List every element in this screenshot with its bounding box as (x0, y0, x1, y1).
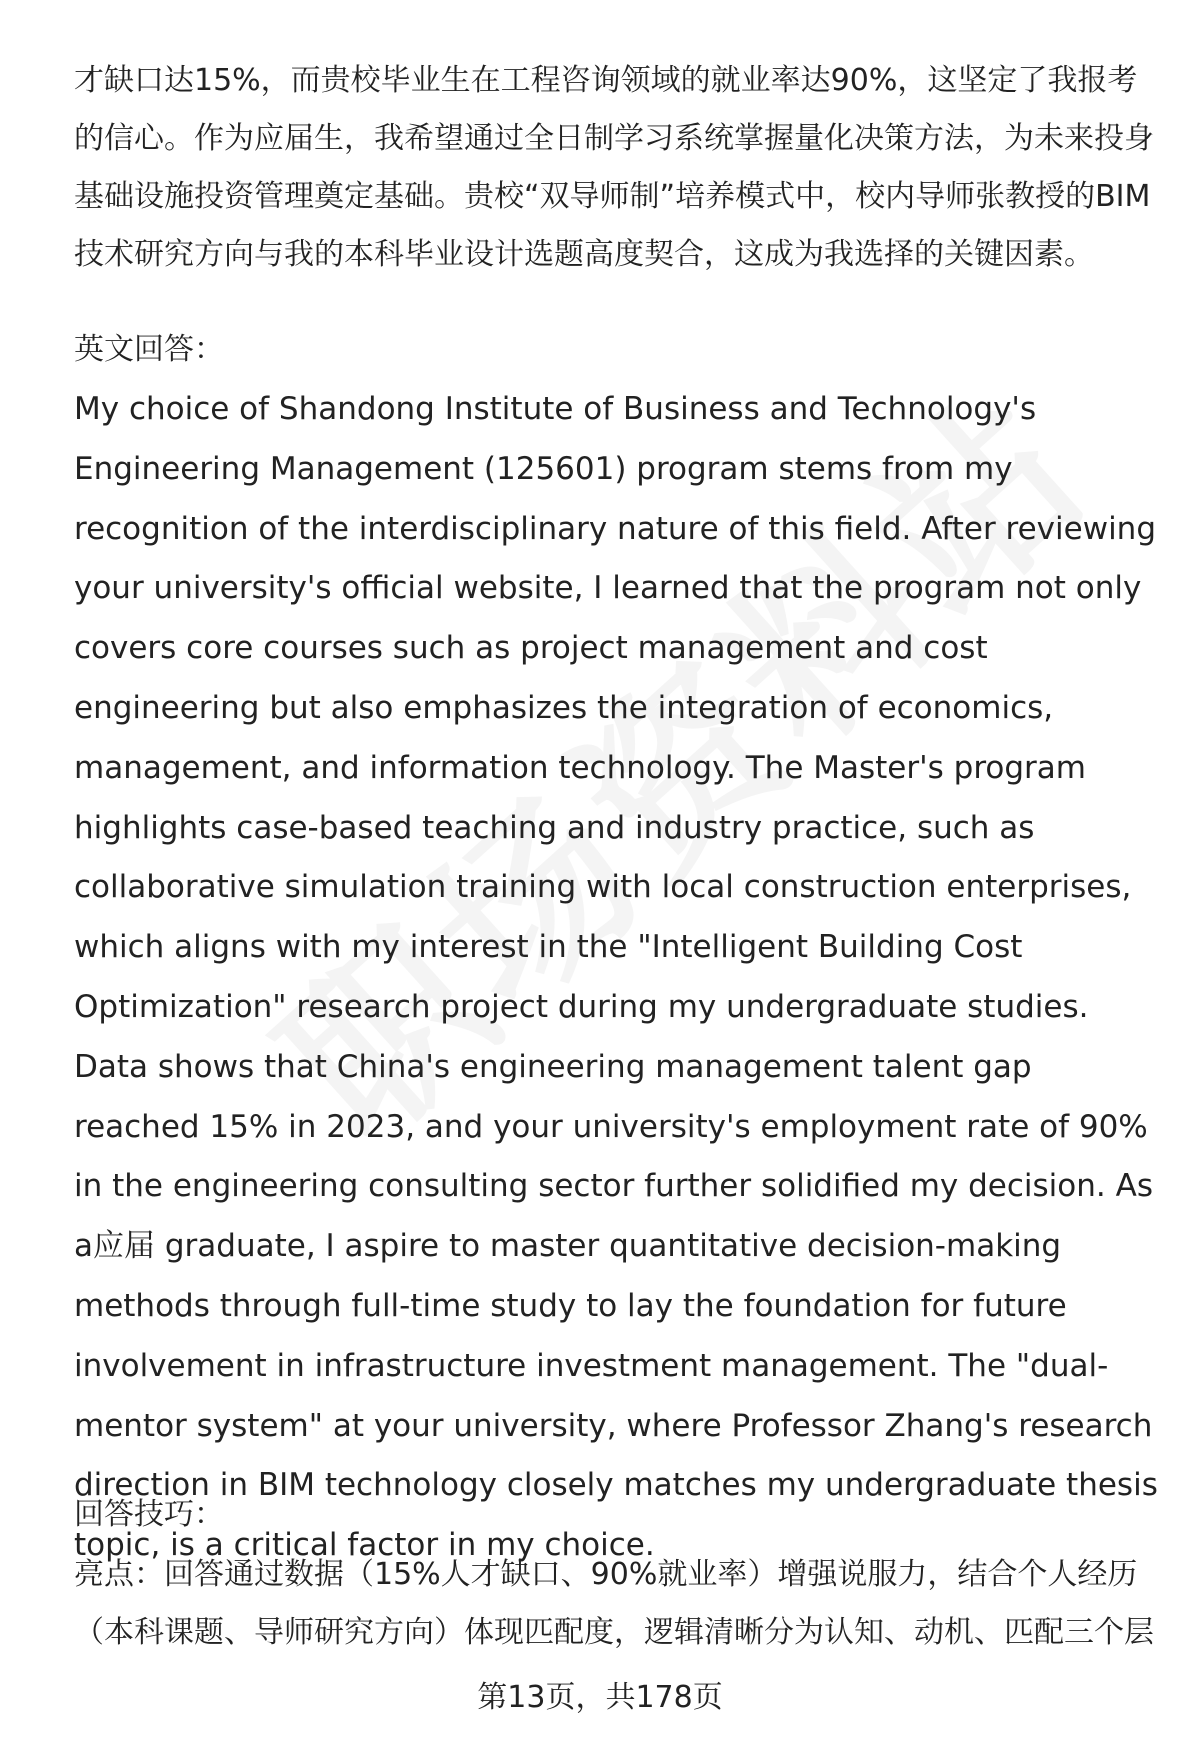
tips-paragraph: 亮点：回答通过数据（15%人才缺口、90%就业率）增强说服力，结合个人经历（本科课题、导师研究方向）体现匹配度，逻辑清晰分为认知、动机、匹配三个层 (74, 1557, 1154, 1650)
english-answer-paragraph: My choice of Shandong Institute of Business and Technology's Engineering Management (125601) program stems from my recognition of the interdisciplinary nature of this field. After reviewing your university's official website, I learned that the program not only covers core courses such as project management and cost engineering but also emphasizes the integration of economics, management, and information technology. The Master's program highlights case-based teaching and industry practice, such as collaborative simulation training with local construction enterprises, which aligns with my interest in the "Intelligent Building Cost Optimization" research project during my undergraduate studies. Data shows that China's engineering management talent gap reached 15% in 2023, and your university's employment rate of 90% in the engineering consulting sector further solidified my decision. As a应届 graduate, I aspire to master quantitative decision-making methods through full-time study to lay the foundation for future involvement in infrastructure investment management. The "dual-mentor system" at your university, where Professor Zhang's research direction in BIM technology closely matches my undergraduate thesis topic, is a critical factor in my choice. (74, 391, 1158, 1564)
page-indicator: 第13页，共178页 (477, 1680, 723, 1715)
intro-paragraph-zh: 才缺口达15%，而贵校毕业生在工程咨询领域的就业率达90%，这坚定了我报考的信心。作为应届生，我希望通过全日制学习系统掌握量化决策方法，为未来投身基础设施投资管理奠定基础。贵校“双导师制”培养模式中，校内导师张教授的BIM技术研究方向与我的本科毕业设计选题高度契合，这成为我选择的关键因素。 (74, 63, 1154, 272)
english-answer-label: 英文回答： (74, 332, 224, 367)
tips-label: 回答技巧： (74, 1497, 224, 1532)
